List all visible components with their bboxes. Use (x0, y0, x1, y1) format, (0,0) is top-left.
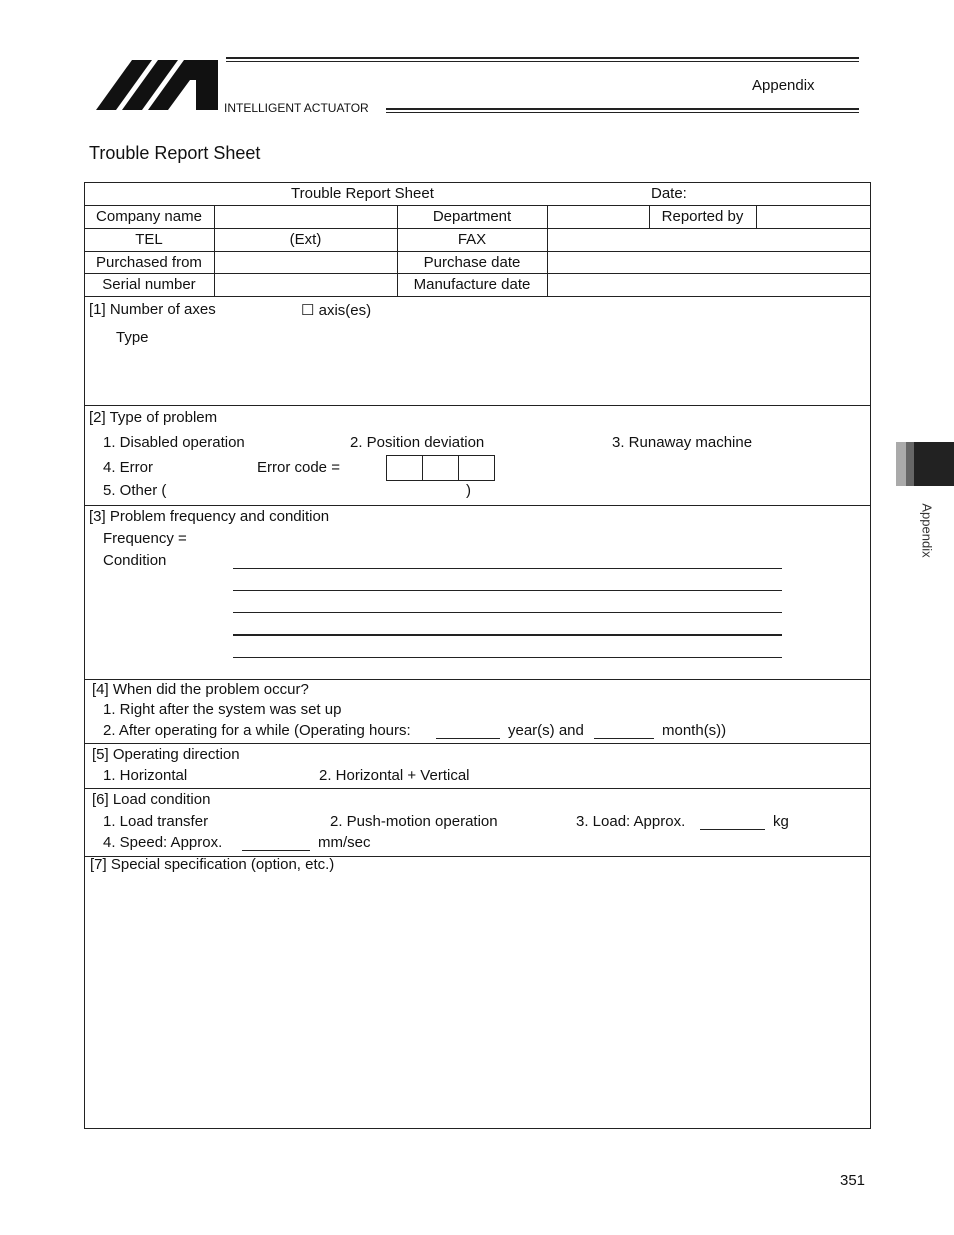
fax-label: FAX (457, 231, 487, 248)
reported-by-field[interactable] (757, 206, 870, 228)
condition-line-1[interactable] (233, 568, 782, 569)
direction-option-horizontal[interactable]: 1. Horizontal (103, 767, 188, 784)
section-7-label: [7] Special specification (option, etc.) (90, 856, 335, 873)
header-bottom-rule-thin (386, 112, 859, 113)
company-name-label: Company name (96, 208, 202, 225)
department-field[interactable] (548, 206, 649, 228)
condition-label: Condition (103, 552, 167, 569)
load-option-speed[interactable]: 4. Speed: Approx. (103, 834, 223, 851)
load-option-push[interactable]: 2. Push-motion operation (330, 813, 498, 830)
serial-number-label: Serial number (102, 276, 196, 293)
purchase-date-field[interactable] (548, 252, 870, 273)
special-spec-area[interactable] (85, 878, 870, 1128)
side-tab (896, 442, 954, 486)
problem-option-position[interactable]: 2. Position deviation (350, 434, 485, 451)
manufacture-date-label: Manufacture date (413, 276, 531, 293)
direction-option-hv[interactable]: 2. Horizontal + Vertical (319, 767, 470, 784)
error-code-digit-3[interactable] (458, 455, 495, 481)
type-label: Type (116, 329, 149, 346)
occur-option-while[interactable]: 2. After operating for a while (Operating hours: (103, 722, 411, 739)
section-3-label: [3] Problem frequency and condition (89, 508, 330, 525)
manufacture-date-field[interactable] (548, 274, 870, 296)
purchased-from-field[interactable] (215, 252, 397, 273)
company-name: INTELLIGENT ACTUATOR (224, 101, 369, 115)
page-number: 351 (840, 1172, 866, 1189)
error-code-digit-2[interactable] (422, 455, 459, 481)
tel-ext-field[interactable]: (Ext) (289, 231, 322, 248)
frequency-label: Frequency = (103, 530, 187, 547)
problem-option-runaway[interactable]: 3. Runaway machine (612, 434, 753, 451)
tel-label: TEL (135, 231, 163, 248)
company-logo (96, 58, 220, 112)
fax-field[interactable] (548, 229, 870, 251)
section-2-label: [2] Type of problem (89, 409, 218, 426)
condition-line-5[interactable] (233, 657, 782, 658)
occur-option-setup[interactable]: 1. Right after the system was set up (103, 701, 342, 718)
header-top-rule-thin (226, 61, 859, 62)
months-field[interactable] (594, 738, 654, 739)
problem-option-other[interactable]: 5. Other ( (103, 482, 167, 499)
condition-line-3[interactable] (233, 612, 782, 613)
company-name-field[interactable] (215, 206, 397, 228)
header-bottom-rule (386, 108, 859, 110)
serial-number-field[interactable] (215, 274, 397, 296)
error-code-digit-1[interactable] (386, 455, 423, 481)
condition-line-4[interactable] (233, 634, 782, 636)
mmsec-label: mm/sec (318, 834, 371, 851)
department-label: Department (432, 208, 512, 225)
header-top-rule (226, 57, 859, 59)
kg-label: kg (773, 813, 789, 830)
error-code-label: Error code = (257, 459, 340, 476)
section-1-label: [1] Number of axes (89, 301, 216, 318)
form-title: Trouble Report Sheet (291, 185, 434, 202)
speed-field[interactable] (242, 850, 310, 851)
problem-option-disabled[interactable]: 1. Disabled operation (103, 434, 245, 451)
section-4-label: [4] When did the problem occur? (92, 681, 309, 698)
years-field[interactable] (436, 738, 500, 739)
reported-by-label: Reported by (661, 208, 744, 225)
header-section: Appendix (752, 77, 815, 94)
months-label: month(s)) (662, 722, 727, 739)
purchased-from-label: Purchased from (96, 253, 202, 271)
side-tab-label: Appendix (919, 503, 935, 558)
condition-line-2[interactable] (233, 590, 782, 591)
page-title: Trouble Report Sheet (89, 143, 261, 163)
load-option-load[interactable]: 3. Load: Approx. (576, 813, 686, 830)
section-5-label: [5] Operating direction (92, 746, 240, 763)
section-6-label: [6] Load condition (92, 791, 211, 808)
problem-option-error[interactable]: 4. Error (103, 459, 154, 476)
purchase-date-label: Purchase date (423, 253, 521, 271)
load-kg-field[interactable] (700, 829, 765, 830)
load-option-transfer[interactable]: 1. Load transfer (103, 813, 209, 830)
axes-checkbox[interactable]: ☐ axis(es) (301, 302, 372, 319)
years-label: year(s) and (508, 722, 584, 739)
date-label: Date: (651, 185, 687, 202)
other-close-paren: ) (466, 482, 471, 499)
